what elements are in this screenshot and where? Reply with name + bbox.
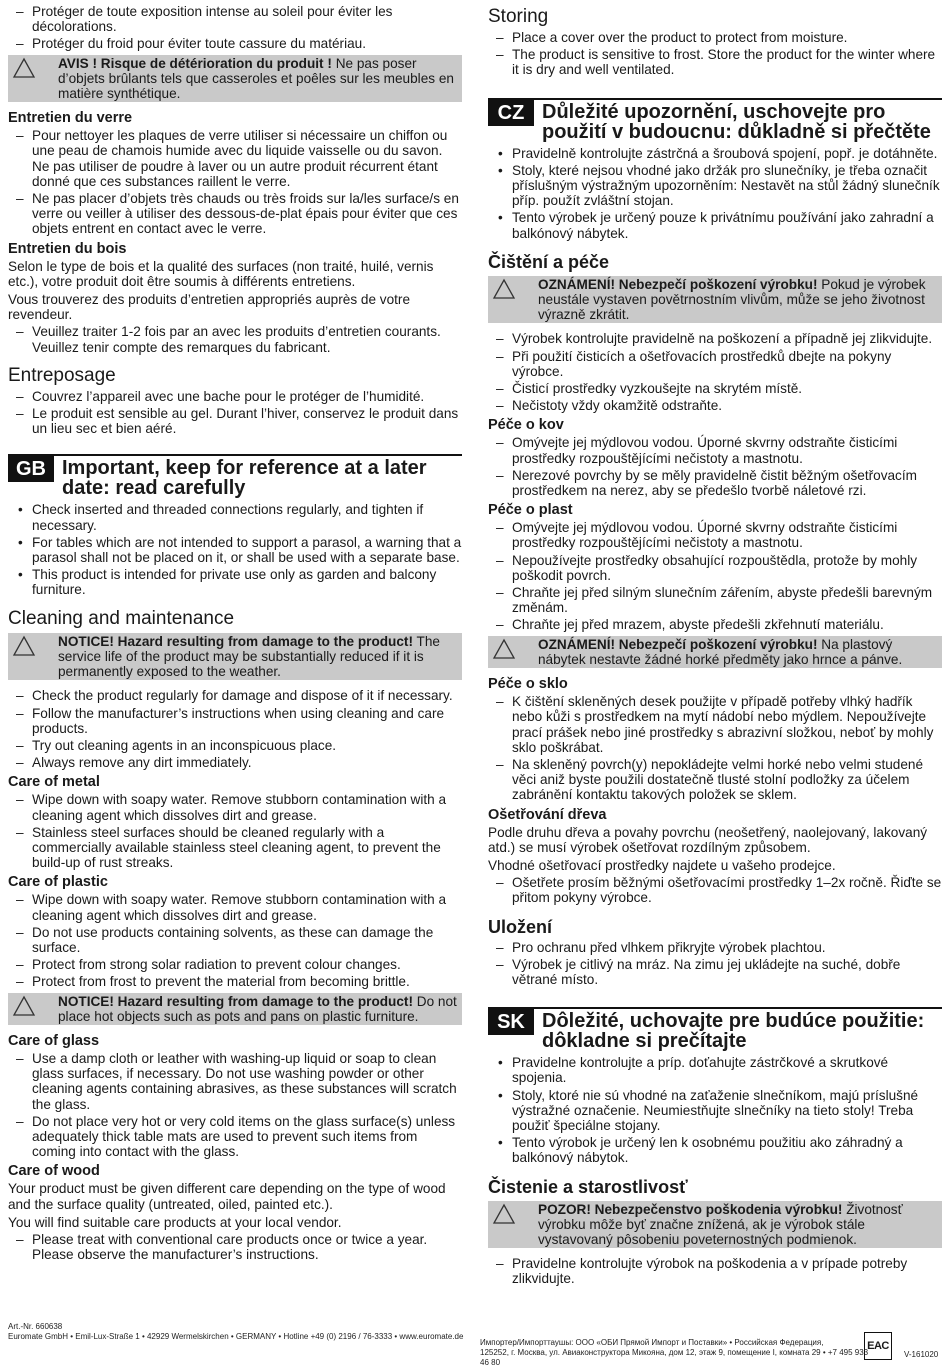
list-item: – Please treat with conventional care products once or twice a year. Please observe the manufacturer’s instructions. [8,1232,462,1262]
list-item: – Do not place very hot or very cold items on the glass surface(s) unless adequately thick table mats are used to prevent such items from coming into contact with the glass. [8,1114,462,1160]
list-item: – Place a cover over the product to protect from moisture. [488,30,942,45]
list-item: – Wipe down with soapy water. Remove stubborn contamination with a cleaning agent which dissolves dirt and grease. [8,892,462,922]
language-code: GB [8,456,54,482]
list-item: – Nepoužívejte prostředky obsahující rozpouštědla, protože by mohly poškodit povrch. [488,553,942,583]
list-item: – Omývejte jej mýdlovou vodou. Úporné skvrny odstraňte čisticími prostředky rozpouštějícími nečistoty a mastnotu. [488,520,942,550]
list-item: – Nerezové povrchy by se měly pravidelně čistit běžným ošetřovacím prostředkem na nerez, aby se předešlo tvorbě náletové rzi. [488,468,942,498]
section-heading: Entreposage [8,364,116,386]
right-column [488,4,942,1289]
list-item: • Stoly, které nejsou vhodné jako držák pro slunečníky, je třeba označit příslušným výstražným upozorněním: Nestavět na stůl žádný slunečník příp. použít zvláštní stojan. [488,163,942,209]
language-code: CZ [488,100,534,126]
list-item: – Protect from strong solar radiation to prevent colour changes. [8,957,462,972]
language-title: Důležité upozornění, uschovejte pro použití v budoucnu: důkladně si přečtěte [542,100,931,143]
notice-box [488,636,942,668]
version-number: V-161020 [904,1350,939,1359]
list-item: – Pravidelne kontrolujte výrobok na poškodenia a v prípade potreby zlikvidujte. [488,1256,942,1286]
list-item: • Stoly, ktoré nie sú vhodné na zaťaženie slnečníkom, majú príslušné výstražné označenie. Neumiestňujte slnečníky na tieto stoly! Treba použiť špeciálne stojany. [488,1088,942,1134]
section-heading: Cleaning and maintenance [8,607,235,629]
importer-address: 125252, г. Москва, ул. Авиаконструктора Микояна, дом 12, этаж 9, помещение I, комната 29 • +7 495 933 46 80 [480,1348,869,1367]
list-item: – Na skleněný povrch(y) nepokládejte velmi horké nebo velmi studené věci aniž byste použili dostatečně tlusté stolní podložky za účelem zabránění kontaktu takových položek se sklem. [488,757,942,803]
list-item: • This product is intended for private use only as garden and balcony furniture. [8,567,462,597]
warning-icon [12,57,36,79]
notice-heading: POZOR! Nebezpečenstvo poškodenia výrobku! [538,1201,843,1217]
warning-icon [492,278,516,300]
notice-heading: NOTICE! Hazard resulting from damage to the product! [58,993,413,1009]
notice-box [8,633,462,681]
list-item: – Le produit est sensible au gel. Durant l’hiver, conservez le produit dans un lieu sec et bien aéré. [8,406,462,436]
list-item: – Protéger de toute exposition intense au soleil pour éviter les décolorations. [8,4,462,34]
list-item: – Use a damp cloth or leather with washing-up liquid or soap to clean glass surfaces, if necessary. Do not use washing powder or other cleaning agents containing abrasives, as these substances will scratch the glass. [8,1051,462,1112]
paragraph: Selon le type de bois et la qualité des surfaces (non traité, huilé, vernis etc.), votre produit doit être soumis à différents entretiens. [8,258,434,289]
notice-box [488,1201,942,1249]
list-item: – K čištění skleněných desek použijte v případě potřeby vlhký hadřík nebo kůži s prostředkem na mytí nádobí nebo mýdlem. Nepoužívejte prací prášek nebo jiné prostředky s abrazivní složkou, neboť by mohly sklo poškrábat. [488,694,942,755]
section-heading: Care of glass [8,1032,100,1049]
paragraph: Vous trouverez des produits d’entretien appropriés auprès de votre revendeur. [8,292,411,323]
list-item: – Při použití čisticích a ošetřovacích prostředků dbejte na pokyny výrobce. [488,349,942,379]
section-heading: Čištění a péče [488,251,610,272]
section-heading: Entretien du bois [8,240,127,257]
list-item: – Veuillez traiter 1-2 fois par an avec les produits d’entretien courants. Veuillez tenir compte des remarques du fabricant. [8,324,462,354]
list-item: – Ne pas placer d’objets très chauds ou très froids sur la/les surface/s en verre ou veiller à utiliser des dessous-de-plat épais pour éviter que ces objets entrent en contact avec le verre. [8,191,462,237]
list-item: – Chraňte jej před silným slunečním zářením, abyste předešli barevným změnám. [488,585,942,615]
section-heading: Péče o sklo [488,676,568,693]
list-item: – Stainless steel surfaces should be cleaned regularly with a commercially available stainless steel cleaning agent, to prevent the build-up of rust streaks. [8,825,462,871]
section-heading: Ošetřování dřeva [488,806,607,823]
list-item: – Čisticí prostředky vyzkoušejte na skrytém místě. [488,381,942,396]
list-item: • For tables which are not intended to support a parasol, a warning that a parasol shall not be placed on it, or shall be used with a separate base. [8,535,462,565]
list-item: – Ošetřete prosím běžnými ošetřovacími prostředky 1–2x ročně. Řiďte se přitom pokyny výrobce. [488,875,942,905]
section-heading: Péče o kov [488,417,564,434]
list-item: – Try out cleaning agents in an inconspicuous place. [8,738,462,753]
section-heading: Čistenie a starostlivosť [488,1176,688,1197]
list-item: • Check inserted and threaded connections regularly, and tighten if necessary. [8,502,462,532]
language-header-sk [488,1007,942,1051]
section-heading: Care of wood [8,1163,100,1180]
list-item: – Always remove any dirt immediately. [8,755,462,770]
list-item: – Chraňte jej před mrazem, abyste předešli zkřehnutí materiálu. [488,617,942,632]
list-item: – The product is sensitive to frost. Store the product for the winter where it is dry and well ventilated. [488,47,942,77]
notice-heading: OZNÁMENÍ! Nebezpečí poškození výrobku! [538,636,818,652]
list-item: • Pravidelně kontrolujte zástrčná a šroubová spojení, popř. je dotáhněte. [488,146,942,161]
section-heading: Care of plastic [8,874,108,891]
list-item: – Couvrez l’appareil avec une bache pour le protéger de l’humidité. [8,389,462,404]
language-title: Dôležité, uchovajte pre budúce použitie: dôkladne si prečítajte [542,1010,925,1053]
list-item: • Tento výrobok je určený len k osobnému použitiu ako záhradný a balkónový nábytok. [488,1135,942,1165]
section-heading: Storing [488,6,549,27]
list-item: – Výrobek kontrolujte pravidelně na poškození a případně jej zlikvidujte. [488,331,942,346]
notice-text: The service life of the product may be substantially reduced if it is permanently exposed to the weather. [58,633,440,680]
notice-heading: AVIS ! Risque de détérioration du produit ! [58,55,332,71]
section-heading: Uložení [488,916,553,937]
warning-icon [492,1203,516,1225]
company-address: Euromate GmbH • Emil-Lux-Straße 1 • 42929 Wermelskirchen • GERMANY • Hotline +49 (0) 2196 / 76-3333 • www.euromate.de [8,1332,464,1341]
notice-box [8,55,462,103]
language-code: SK [488,1009,534,1035]
paragraph: Your product must be given different care depending on the type of wood and the surface quality (untreated, oiled, painted etc.). [8,1181,446,1212]
paragraph: Vhodné ošetřovací prostředky najdete u vašeho prodejce. [488,857,836,873]
left-column [8,4,462,1264]
notice-box [8,993,462,1025]
notice-text: Ne pas poser d’objets brûlants tels que casseroles et poêles sur les meubles en matière synthétique. [58,55,454,102]
list-item: – Nečistoty vždy okamžitě odstraňte. [488,398,942,413]
warning-icon [12,635,36,657]
list-item: – Pour nettoyer les plaques de verre utiliser si nécessaire un chiffon ou une peau de chamois humide avec du liquide vaisselle ou du savon. Ne pas utiliser de poudre à laver ou un autre produit récurrent étant donné que ces substances raillent le verre. [8,128,462,189]
section-heading: Entretien du verre [8,110,133,127]
list-item: – Omývejte jej mýdlovou vodou. Úporné skvrny odstraňte čisticími prostředky rozpouštějícími nečistoty a mastnotu. [488,435,942,465]
list-item: • Pravidelne kontrolujte a príp. doťahujte zástrčkové a skrutkové spojenia. [488,1055,942,1085]
article-number: Art.-Nr. 660638 [8,1322,63,1331]
section-heading: Care of metal [8,774,100,791]
list-item: – Do not use products containing solvents, as these can damage the surface. [8,925,462,955]
notice-box [488,276,942,324]
notice-heading: NOTICE! Hazard resulting from damage to the product! [58,633,413,649]
section-heading: Péče o plast [488,502,573,519]
paragraph: Podle druhu dřeva a povahy povrchu (neošetřený, naolejovaný, lakovaný atd.) se musí výrobek ošetřovat rozdílným způsobem. [488,824,928,855]
paragraph: You will find suitable care products at your local vendor. [8,1214,342,1230]
list-item: – Protect from frost to prevent the material from becoming brittle. [8,974,462,989]
eac-mark-logo: EAC [864,1332,892,1360]
list-item: – Protéger du froid pour éviter toute cassure du matériau. [8,36,462,51]
notice-text: Pokud je výrobek neustále vystaven povětrnostním vlivům, může se jeho životnost výrazně zkrátit. [538,276,926,323]
warning-icon [492,638,516,660]
footer-left [8,1322,468,1342]
language-title: Important, keep for reference at a later date: read carefully [62,457,427,500]
warning-icon [12,995,36,1017]
importer-line: Импортер/Импорттаушы: ООО «ОБИ Прямой Импорт и Поставки» • Российская Федерация, [480,1338,824,1347]
list-item: – Check the product regularly for damage and dispose of it if necessary. [8,688,462,703]
list-item: – Wipe down with soapy water. Remove stubborn contamination with a cleaning agent which dissolves dirt and grease. [8,792,462,822]
notice-heading: OZNÁMENÍ! Nebezpečí poškození výrobku! [538,276,818,292]
notice-text: Do not place hot objects such as pots and pans on plastic furniture. [58,993,457,1024]
list-item: • Tento výrobek je určený pouze k privátnímu používání jako zahradní a balkónový nábytek. [488,210,942,240]
list-item: – Follow the manufacturer’s instructions when using cleaning and care products. [8,706,462,736]
language-header-cz [488,98,942,142]
list-item: – Výrobek je citlivý na mráz. Na zimu jej ukládejte na suché, dobře větrané místo. [488,957,942,987]
language-header-gb [8,454,462,498]
notice-text: Životnosť výrobku môže byť značne znížená, ak je výrobok stále vystavovaný pôsobeniu poveternostných podmienok. [538,1201,903,1247]
notice-text: Na plastový nábytek nestavte žádné horké předměty jako hrnce a pánve. [538,636,903,667]
list-item: – Pro ochranu před vlhkem přikryjte výrobek plachtou. [488,940,942,955]
